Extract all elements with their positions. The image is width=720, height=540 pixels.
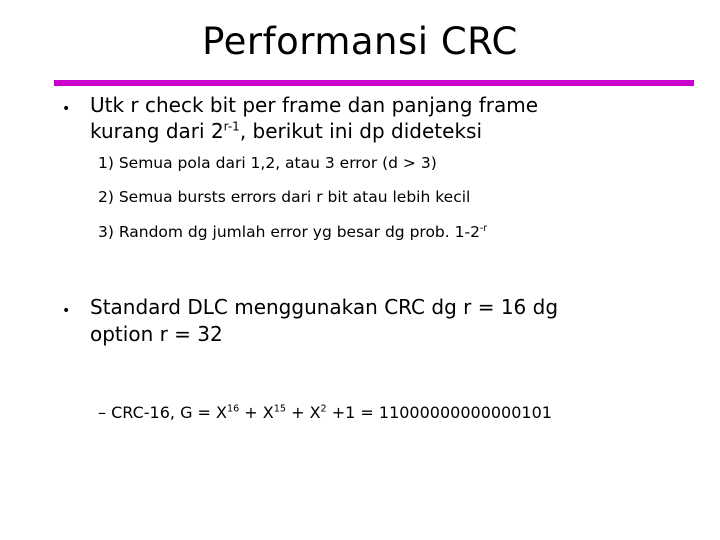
list-item: 2) Semua bursts errors dari r bit atau lebih kecil [98,188,471,206]
list-item [98,221,487,243]
crc16-exp-15: 15 [273,403,286,415]
crc16-formula [98,400,552,426]
crc16-exp-2: 2 [320,403,327,415]
bullet1-line2-text: kurang dari 2 [90,119,224,143]
bullet1-line2-suffix: , berikut ini dp dideteksi [239,119,482,143]
crc16-prefix: CRC-16, G = X [111,403,227,422]
bullet2-line1: Standard DLC menggunakan CRC dg r = 16 dg [90,295,559,319]
dash-marker: – [98,403,106,422]
crc16-plus-1: + X [239,403,274,422]
bullet1-exponent: r-1 [223,119,240,134]
crc16-suffix: +1 = 11000000000000101 [326,403,552,422]
bullet1-line2 [90,118,482,144]
crc16-plus-2: + X [285,403,321,422]
bullet-marker: • [62,101,71,117]
list-item-exponent: -r [479,222,488,234]
crc16-exp-16: 16 [227,403,240,415]
title-underline [54,80,694,86]
bullet1-line1: Utk r check bit per frame dan panjang frame [90,93,539,117]
bullet2-line2: option r = 32 [90,322,223,346]
slide-title: Performansi CRC [202,20,518,63]
list-item: 1) Semua pola dari 1,2, atau 3 error (d > 3) [98,154,437,172]
bullet-marker: • [62,303,71,319]
list-item-text: 3) Random dg jumlah error yg besar dg prob. 1-2 [98,223,480,241]
